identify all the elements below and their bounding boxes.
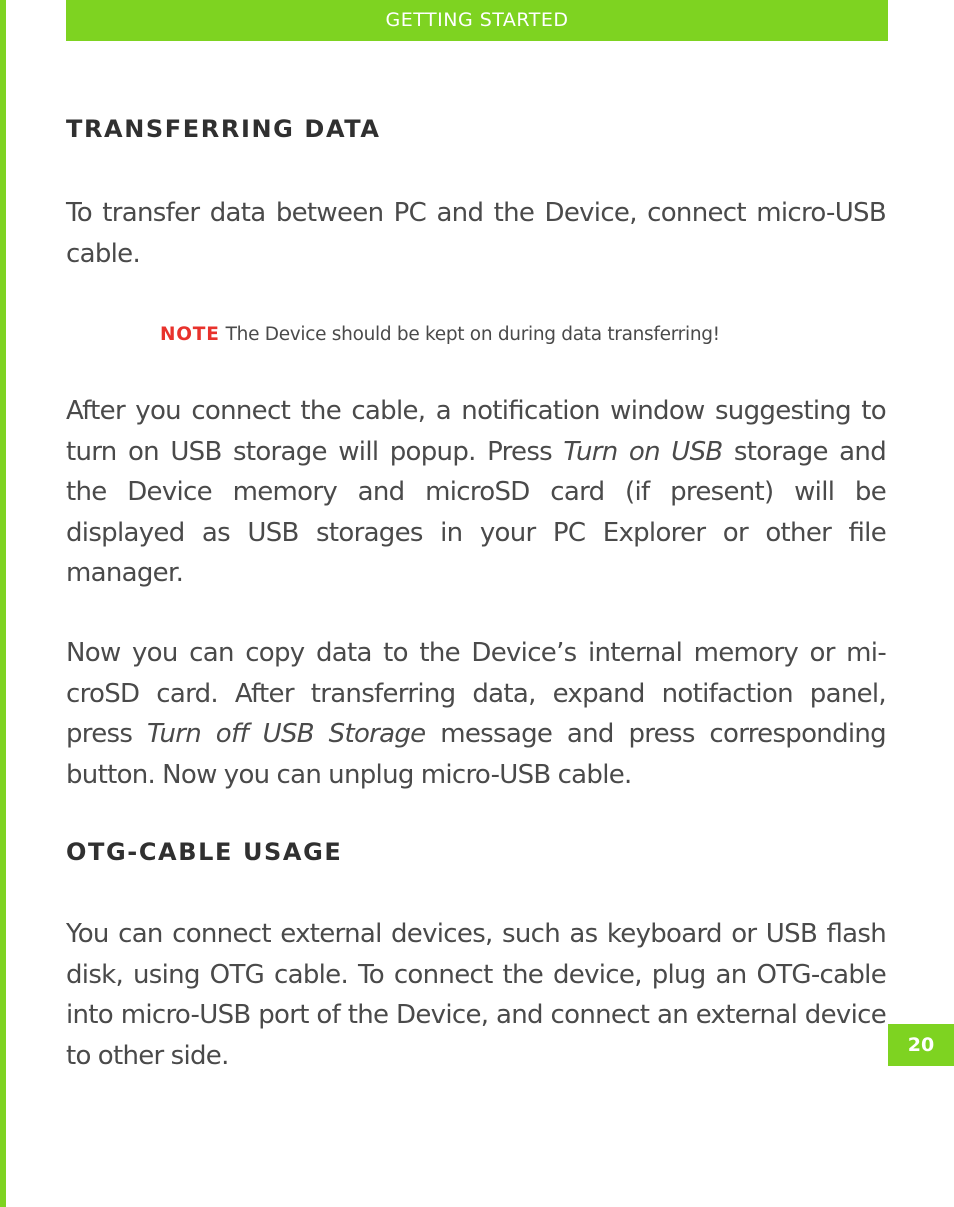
transfer-intro-paragraph: To transfer data between PC and the Device, connect micro-USB cable. bbox=[66, 198, 886, 269]
note-callout bbox=[160, 322, 720, 348]
section-header-title: GETTING STARTED bbox=[385, 9, 569, 31]
section-header-band bbox=[66, 0, 888, 41]
otg-usage-paragraph: You can connect external devices, such as keyboard or USB ﬂash disk, using OTG cable. To connect the device, plug an OTG-cable into micro-USB port of the Device, and connect an external device to other side. bbox=[66, 919, 886, 1071]
heading-transferring-data: TRANSFERRING DATA bbox=[66, 115, 381, 143]
note-label: NOTE bbox=[160, 324, 220, 345]
page-number-tab bbox=[888, 1024, 954, 1066]
copy-data-text-start: Now you can copy data to the Device’s internal memory or mi-croSD card. After transferring data, expand notifaction panel, press bbox=[66, 638, 886, 749]
usb-storage-paragraph bbox=[66, 391, 886, 594]
usb-storage-text-start: After you connect the cable, a notiﬁcation window suggesting to turn on USB storage will popup. Press bbox=[66, 396, 886, 467]
left-accent-rule bbox=[0, 0, 6, 1207]
turn-on-usb-emphasis: Turn on USB bbox=[563, 436, 723, 467]
note-text: The Device should be kept on during data transferring! bbox=[225, 324, 720, 345]
usb-storage-text-end: storage and the Device memory and microSD card (if present) will be displayed as USB storages in your PC Explorer or other ﬁle manager. bbox=[66, 436, 886, 588]
copy-data-text-end: message and press corresponding button. Now you can unplug micro-USB cable. bbox=[66, 719, 886, 790]
copy-data-paragraph bbox=[66, 633, 886, 795]
heading-otg-cable-usage: OTG-CABLE USAGE bbox=[66, 838, 343, 866]
turn-off-usb-emphasis: Turn off USB Storage bbox=[146, 719, 426, 749]
page-number: 20 bbox=[907, 1034, 935, 1056]
